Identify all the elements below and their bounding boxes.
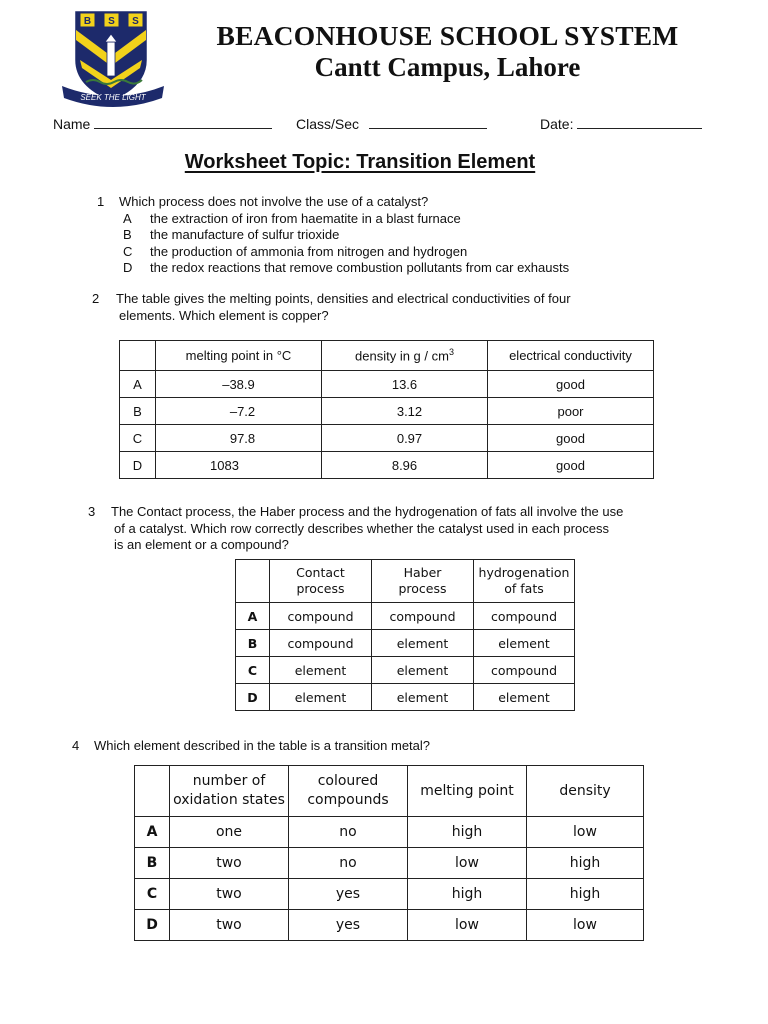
logo-letter: S (108, 16, 115, 27)
table-row: D element element element (236, 684, 575, 711)
table-row: C 97.8 0.97 good (120, 425, 654, 452)
question-text-line-1: The Contact process, the Haber process and the hydrogenation of fats all involve the use (111, 504, 624, 519)
table-row: D 1083 8.96 good (120, 452, 654, 479)
table-header-row: Contact process Haber process hydrogenation of fats (236, 560, 575, 603)
table-row: B –7.2 3.12 poor (120, 398, 654, 425)
option-c: C the production of ammonia from nitrogen and hydrogen (123, 243, 468, 259)
campus-name: Cantt Campus, Lahore (314, 52, 581, 82)
question-text-line-3: is an element or a compound? (114, 537, 289, 552)
logo-letter: B (83, 16, 92, 27)
table-row: A one no high low (135, 817, 644, 848)
table-row: C element element compound (236, 657, 575, 684)
class-field[interactable] (296, 116, 487, 132)
table-header-row: melting point in °C density in g / $cm^3$ electrical conductivity (120, 341, 654, 371)
option-d: D the redox reactions that remove combustion pollutants from car exhausts (123, 260, 570, 275)
question-number: 1 (97, 194, 105, 209)
school-name: BEACONHOUSE SCHOOL SYSTEM (216, 20, 679, 51)
school-crest-logo (58, 8, 168, 108)
logo-letter: S (132, 16, 139, 27)
table-row: A compound compound compound (236, 603, 575, 630)
date-label: Date: (540, 116, 574, 132)
question-4 (72, 738, 430, 755)
question-2 (92, 291, 571, 324)
table-row: C two yes high high (135, 879, 644, 910)
logo-motto: SEEK THE LIGHT (80, 93, 146, 102)
class-blank-line (369, 116, 487, 129)
worksheet-title: Worksheet Topic: Transition Element (184, 151, 536, 173)
table-row: B two no low high (135, 848, 644, 879)
question-text-line-1: The table gives the melting points, densities and electrical conductivities of four (116, 291, 571, 306)
class-label: Class/Sec (296, 116, 360, 132)
question-text-line-2: elements. Which element is copper? (119, 307, 329, 323)
table-row: B compound element element (236, 630, 575, 657)
question-3 (88, 504, 623, 554)
name-blank-line (94, 116, 272, 129)
question-number: 3 (88, 504, 96, 519)
option-b: B the manufacture of sulfur trioxide (123, 227, 340, 242)
q2-table (119, 340, 654, 479)
date-field[interactable] (540, 116, 702, 132)
table-row: A –38.9 13.6 good (120, 371, 654, 398)
q4-table (134, 765, 644, 941)
name-field[interactable] (53, 116, 272, 132)
question-text: Which process does not involve the use of a catalyst? (119, 194, 429, 209)
question-text-line-2: of a catalyst. Which row correctly describes whether the catalyst used in each process (114, 520, 609, 536)
table-row: D two yes low low (135, 910, 644, 941)
question-number: 4 (72, 738, 80, 753)
q3-table (235, 559, 575, 711)
question-1 (97, 194, 569, 277)
question-number: 2 (92, 291, 100, 306)
table-header-row: number of oxidation states coloured compounds melting point density (135, 766, 644, 817)
option-a: A the extraction of iron from haematite in a blast furnace (123, 210, 461, 226)
name-label: Name (53, 116, 91, 132)
question-text: Which element described in the table is a transition metal? (94, 738, 431, 753)
date-blank-line (577, 116, 702, 129)
